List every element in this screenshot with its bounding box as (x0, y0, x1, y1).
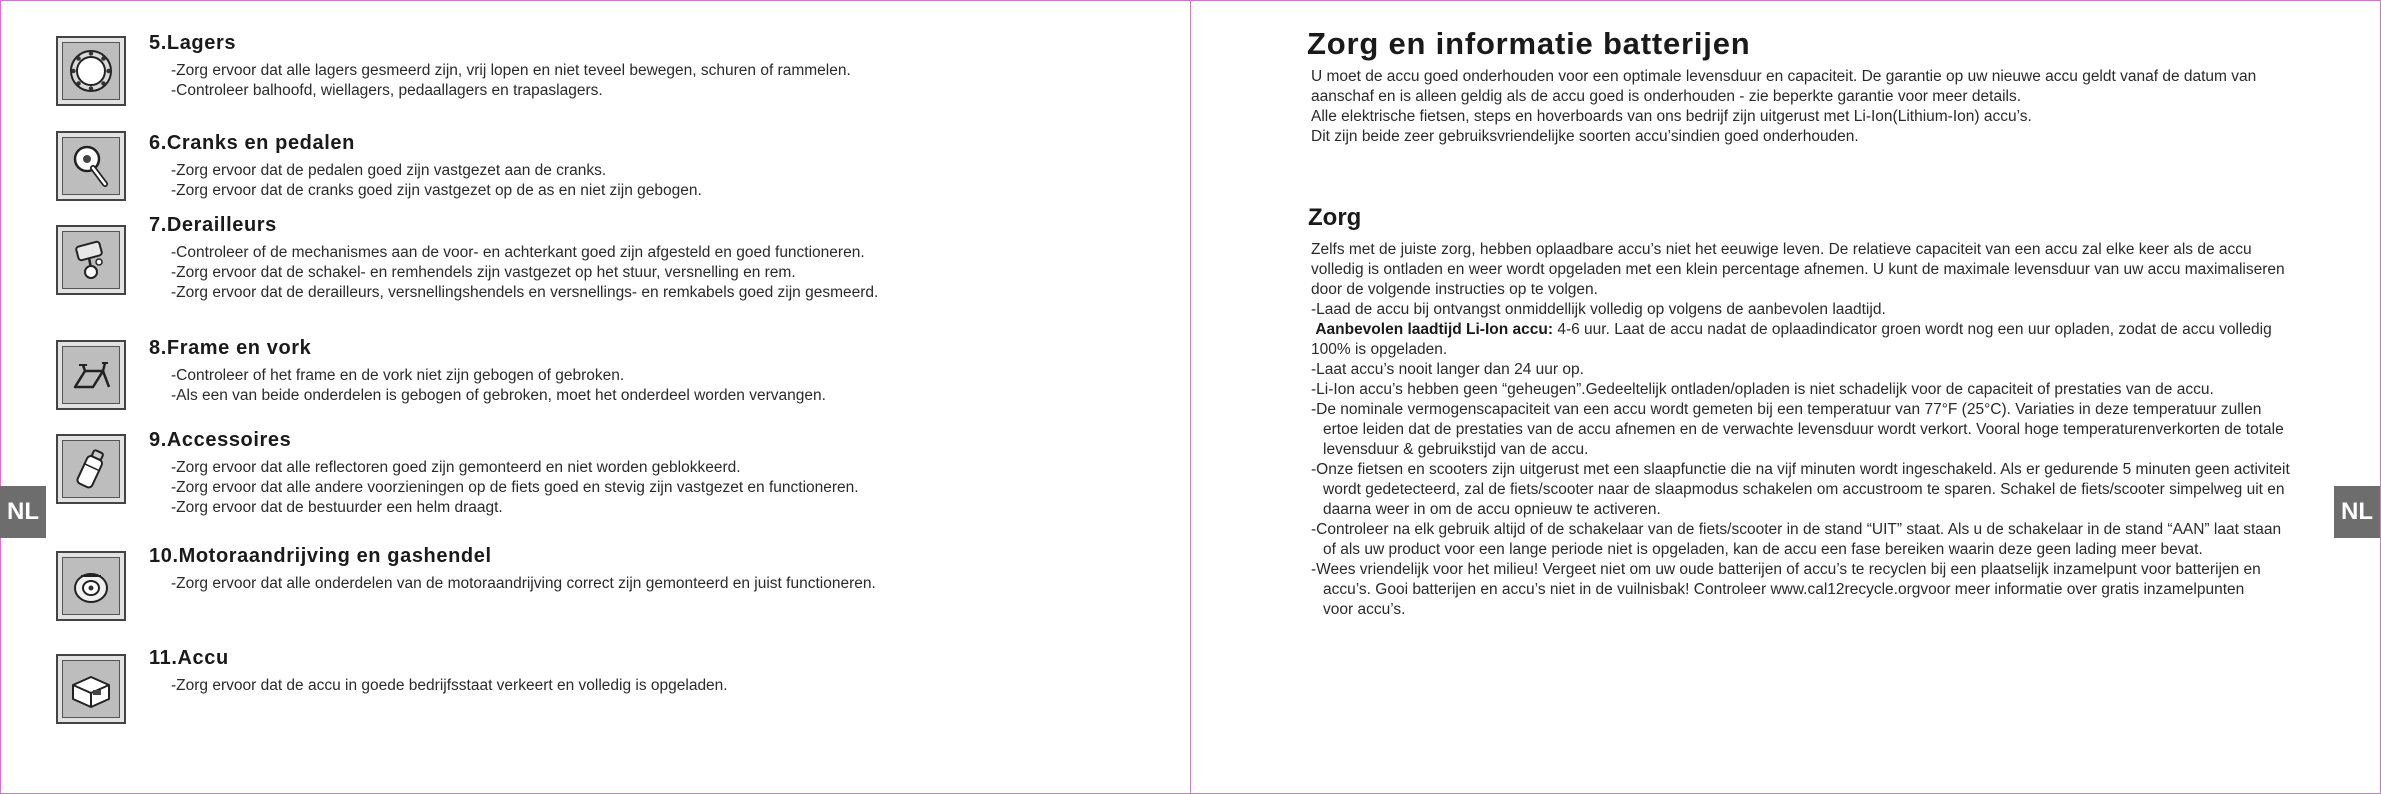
section-cranks-pedalen (149, 132, 1009, 201)
section-line: -Zorg ervoor dat alle lagers gesmeerd zijn, vrij lopen en niet teveel bewegen, schuren of rammelen. (171, 62, 851, 79)
zorg-line: Zelfs met de juiste zorg, hebben oplaadbare accu’s niet het eeuwige leven. De relatieve capaciteit van een accu zal elke keer als de accu (1311, 241, 2252, 258)
zorg-line: volledig is ontladen en weer wordt opgeladen met een klein percentage afnemen. U kunt de maximale levensduur van uw accu maximaliseren (1311, 261, 2285, 278)
zorg-line: -De nominale vermogenscapaciteit van een accu wordt gemeten bij een temperatuur van 77°F (25°C). Variaties in deze temperatuur zullen (1311, 401, 2262, 418)
section-line: -Controleer of de mechanismes aan de voor- en achterkant goed zijn afgesteld en goed functioneren. (171, 244, 865, 261)
zorg-line: ertoe leiden dat de prestaties van de accu afnemen en de verwachte levensduur wordt verkort. Vooral hoge temperaturenverkorten de totale (1323, 421, 2284, 438)
section-derailleurs (149, 214, 1009, 303)
zorg-line: -Li-Ion accu’s hebben geen “geheugen”.Gedeeltelijk ontladen/opladen is niet schadelijk voor de capaciteit of prestaties van de accu. (1311, 381, 2214, 398)
intro-line: U moet de accu goed onderhouden voor een optimale levensduur en capaciteit. De garantie op uw nieuwe accu geldt vanaf de datum van (1311, 68, 2257, 85)
zorg-line: of als uw product voor een lange periode niet is opgeladen, kan de accu een fase bereiken waarin deze geen lading meer bevat. (1323, 541, 2203, 558)
zorg-line: 100% is opgeladen. (1311, 341, 1448, 358)
section-title: 5.Lagers (149, 32, 237, 54)
page-fold-divider (1190, 0, 1191, 794)
charge-time-text: 4-6 uur. Laat de accu nadat de oplaadindicator groen wordt nog een uur opladen, zodat de accu volledig (1553, 321, 2272, 338)
zorg-line: voor accu’s. (1323, 601, 1406, 618)
page-title: Zorg en informatie batterijen (1307, 26, 1751, 61)
charge-time-label: Aanbevolen laadtijd Li-Ion accu: (1315, 321, 1554, 338)
zorg-line: -Onze fietsen en scooters zijn uitgerust met een slaapfunctie die na vijf minuten wordt ingeschakeld. Als er gedurende 5 minuten geen activiteit (1311, 461, 2290, 478)
section-title: 11.Accu (149, 647, 229, 669)
section-line: -Controleer balhoofd, wiellagers, pedaallagers en trapaslagers. (171, 82, 603, 99)
water-bottle-icon (56, 434, 126, 504)
zorg-line: accu’s. Gooi batterijen en accu’s niet in de vuilnisbak! Controleer www.cal12recycle.orgvoor meer informatie over gratis inzamelpunten (1323, 581, 2245, 598)
derailleur-icon (56, 225, 126, 295)
section-line: -Zorg ervoor dat de pedalen goed zijn vastgezet aan de cranks. (171, 162, 607, 179)
section-accu (149, 647, 1009, 696)
zorg-line: -Laat accu’s nooit langer dan 24 uur op. (1311, 361, 1584, 378)
zorg-line: -Controleer na elk gebruik altijd of de schakelaar van de fiets/scooter in de stand “UIT” staat. Als u de schakelaar in de stand “AAN” laat staan (1311, 521, 2282, 538)
bearing-icon (56, 36, 126, 106)
section-lagers (149, 32, 1009, 101)
hub-motor-icon (56, 551, 126, 621)
section-frame-vork (149, 337, 1009, 406)
intro-line: Alle elektrische fietsen, steps en hoverboards van ons bedrijf zijn uitgerust met Li-Ion(Lithium-Ion) accu’s. (1311, 108, 2032, 125)
section-title: 8.Frame en vork (149, 337, 312, 359)
intro-text (1311, 67, 2311, 147)
zorg-line: daarna weer in om de accu opnieuw te activeren. (1323, 501, 1661, 518)
section-line: -Zorg ervoor dat alle andere voorzieningen op de fiets goed en stevig zijn vastgezet en functioneren. (171, 479, 859, 496)
zorg-line: levensduur & gebruikstijd van de accu. (1323, 441, 1589, 458)
bike-frame-icon (56, 340, 126, 410)
section-title: 6.Cranks en pedalen (149, 132, 355, 154)
zorg-line: -Laad de accu bij ontvangst onmiddellijk volledig op volgens de aanbevolen laadtijd. (1311, 301, 1886, 318)
zorg-body (1311, 240, 2343, 620)
section-line: -Zorg ervoor dat alle reflectoren goed zijn gemonteerd en niet worden geblokkeerd. (171, 459, 741, 476)
language-tab-right: NL (2334, 486, 2380, 538)
section-title: 10.Motoraandrijving en gashendel (149, 545, 492, 567)
section-title: 7.Derailleurs (149, 214, 277, 236)
intro-line: aanschaf en is alleen geldig als de accu goed is onderhouden - zie beperkte garantie voor meer details. (1311, 88, 2022, 105)
section-title: 9.Accessoires (149, 429, 292, 451)
section-line: -Als een van beide onderdelen is gebogen of gebroken, moet het onderdeel worden vervangen. (171, 387, 826, 404)
section-line: -Zorg ervoor dat de schakel- en remhendels zijn vastgezet op het stuur, versnelling en rem. (171, 264, 796, 281)
section-line: -Zorg ervoor dat alle onderdelen van de motoraandrijving correct zijn gemonteerd en juist functioneren. (171, 575, 876, 592)
section-line: -Controleer of het frame en de vork niet zijn gebogen of gebroken. (171, 367, 625, 384)
zorg-line: wordt gedetecteerd, zal de fiets/scooter naar de slaapmodus schakelen om accustroom te sparen. Schakel de fiets/scooter simpelweg uit en (1323, 481, 2285, 498)
crank-pedal-icon (56, 131, 126, 201)
language-tab-left: NL (0, 486, 46, 538)
zorg-line: -Wees vriendelijk voor het milieu! Vergeet niet om uw oude batterijen of accu’s te recyclen bij een plaatselijk inzamelpunt voor batterijen en (1311, 561, 2261, 578)
charge-time-line (1311, 320, 2343, 340)
section-line: -Zorg ervoor dat de derailleurs, versnellingshendels en versnellings- en remkabels goed zijn gesmeerd. (171, 284, 879, 301)
section-line: -Zorg ervoor dat de bestuurder een helm draagt. (171, 499, 503, 516)
section-line: -Zorg ervoor dat de cranks goed zijn vastgezet op de as en niet zijn gebogen. (171, 182, 702, 199)
intro-line: Dit zijn beide zeer gebruiksvriendelijke soorten accu’sindien goed onderhouden. (1311, 128, 1859, 145)
section-motoraandrijving (149, 545, 1009, 594)
zorg-line: door de volgende instructies op te volgen. (1311, 281, 1598, 298)
section-accessoires (149, 429, 1009, 518)
battery-icon (56, 654, 126, 724)
zorg-heading: Zorg (1308, 204, 1362, 231)
section-line: -Zorg ervoor dat de accu in goede bedrijfsstaat verkeert en volledig is opgeladen. (171, 677, 728, 694)
